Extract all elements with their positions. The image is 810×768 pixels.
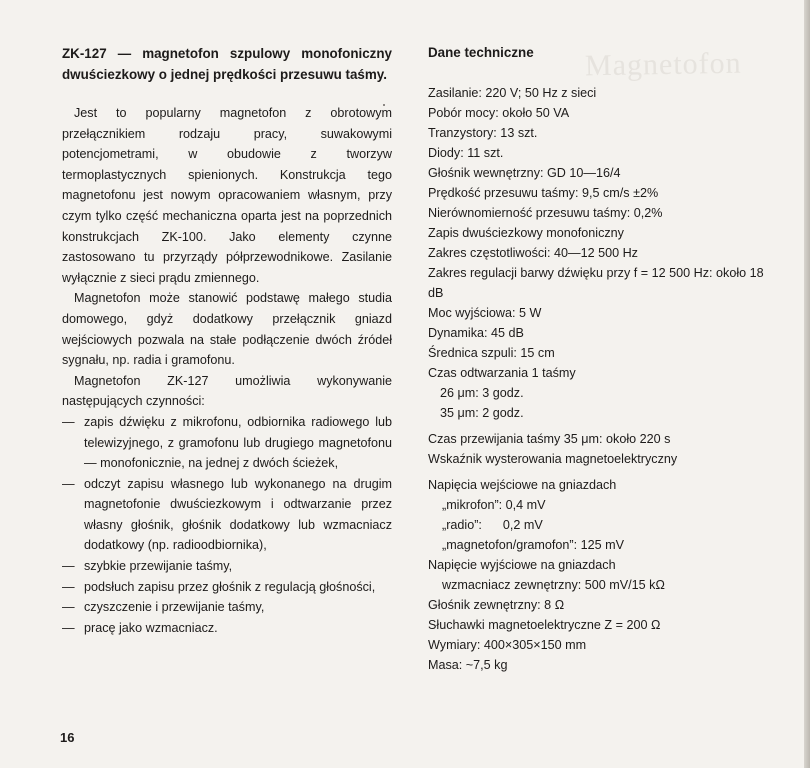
dash-marker: — — [62, 414, 75, 429]
product-title: ZK-127 — magnetofon szpulowy monofoniczny dwuściezkowy o jednej prędkości przesuwu taśmy. — [62, 46, 392, 82]
spec-track-mode: Zapis dwuściezkowy monofoniczny — [428, 226, 624, 240]
list-item-text: szybkie przewijanie taśmy, — [84, 559, 233, 574]
paragraph-studio: Magnetofon może stanowić podstawę małego studia domowego, gdyż dodatkowy przełącznik gniazd wejściowych pozwala na stałe podłączenie dwóch źródeł sygnału, np. radia i gramofonu. — [62, 291, 392, 368]
bleed-through-text: Magnetofon — [584, 46, 742, 83]
dash-marker: — — [62, 559, 75, 574]
list-item-text: podsłuch zapisu przez głośnik z regulacją głośności, — [84, 579, 376, 594]
spec-tone-control: Zakres regulacji barwy dźwięku przy f = 12 500 Hz: około 18 dB — [428, 266, 764, 300]
list-item — [62, 597, 392, 618]
spec-output-amp: wzmacniacz zewnętrzny: 500 mV/15 kΩ — [442, 578, 665, 592]
list-item — [62, 618, 392, 639]
spec-power-supply: Zasilanie: 220 V; 50 Hz z sieci — [428, 86, 597, 100]
list-item — [62, 577, 392, 598]
spec-input-voltages-title: Napięcia wejściowe na gniazdach — [428, 478, 617, 492]
dash-marker: — — [62, 600, 75, 615]
dash-marker: — — [62, 620, 75, 635]
dash-marker: — — [62, 579, 75, 594]
spec-headphones: Słuchawki magnetoelektryczne Z = 200 Ω — [428, 618, 661, 632]
spec-dynamics: Dynamika: 45 dB — [428, 326, 524, 340]
page-edge-shadow — [804, 0, 810, 768]
spec-mass: Masa: ~7,5 kg — [428, 658, 508, 672]
spec-dimensions: Wymiary: 400×305×150 mm — [428, 638, 587, 652]
left-column — [62, 43, 392, 638]
spec-playback-time: Czas odtwarzania 1 taśmy — [428, 366, 576, 380]
list-item — [62, 474, 392, 556]
list-item-text: czyszczenie i przewijanie taśmy, — [84, 600, 265, 615]
page-number: 16 — [60, 730, 75, 745]
spec-level-meter: Wskaźnik wysterowania magnetoelektryczny — [428, 452, 678, 466]
function-list — [62, 412, 392, 639]
spec-speaker: Głośnik wewnętrzny: GD 10—16/4 — [428, 166, 621, 180]
spec-external-speaker: Głośnik zewnętrzny: 8 Ω — [428, 598, 565, 612]
spec-input-phono: „magnetofon/gramofon”: 125 mV — [442, 538, 625, 552]
spec-power-draw: Pobór mocy: około 50 VA — [428, 106, 570, 120]
spec-wow-flutter: Nierównomierność przesuwu taśmy: 0,2% — [428, 206, 663, 220]
list-item-text: zapis dźwięku z mikrofonu, odbiornika radiowego lub telewizyjnego, z gramofonu lub drugiego magnetofonu — monofonicznie, na jednej z dwóch ścieżek, — [84, 414, 392, 471]
spec-output-voltage-title: Napięcie wyjściowe na gniazdach — [428, 558, 616, 572]
spec-input-mic: „mikrofon”: 0,4 mV — [442, 498, 546, 512]
spec-frequency-range: Zakres częstotliwości: 40—12 500 Hz — [428, 246, 638, 260]
spec-tape-time-26: 26 μm: 3 godz. — [440, 386, 524, 400]
list-item-text: odczyt zapisu własnego lub wykonanego na drugim magnetofonie dwuściezkowym i odtwarzanie przez własny głośnik, głośnik dodatkowy lub wzmacniacz dodatkowy (np. radioodbiornika), — [84, 476, 392, 553]
list-item-text: pracę jako wzmacniacz. — [84, 620, 218, 635]
right-column — [428, 43, 768, 675]
list-item — [62, 412, 392, 474]
spec-tape-speed: Prędkość przesuwu taśmy: 9,5 cm/s ±2% — [428, 186, 659, 200]
paragraph-functions: Magnetofon ZK-127 umożliwia wykonywanie następujących czynności: — [62, 373, 392, 409]
dash-marker: — — [62, 476, 75, 491]
spec-tape-time-35: 35 μm: 2 godz. — [440, 406, 524, 420]
spec-reel-diameter: Średnica szpuli: 15 cm — [428, 346, 555, 360]
list-item — [62, 556, 392, 577]
spec-output-power: Moc wyjściowa: 5 W — [428, 306, 542, 320]
spec-rewind-time: Czas przewijania taśmy 35 μm: około 220 s — [428, 432, 671, 446]
spec-input-radio: „radio”: 0,2 mV — [442, 518, 543, 532]
paragraph-intro: Jest to popularny magnetofon z obrotowym przełącznikiem rodzaju pracy, suwakowymi potencjometrami, w obudowie z tworzyw termoplastycznych spienionych. Konstrukcja tego magnetofonu jest nowym opracowaniem własnym, przy czym tylko część mechaniczna oparta jest na poprzednich konstrukcjach ZK-100. Jako elementy czynne zastosowano tu przyrządy półprzewodnikowe. Zasilanie wyłącznie z sieci prądu zmiennego. — [62, 106, 392, 285]
specs-heading: Dane techniczne — [428, 45, 534, 60]
spec-diodes: Diody: 11 szt. — [428, 146, 504, 160]
spec-transistors: Tranzystory: 13 szt. — [428, 126, 538, 140]
